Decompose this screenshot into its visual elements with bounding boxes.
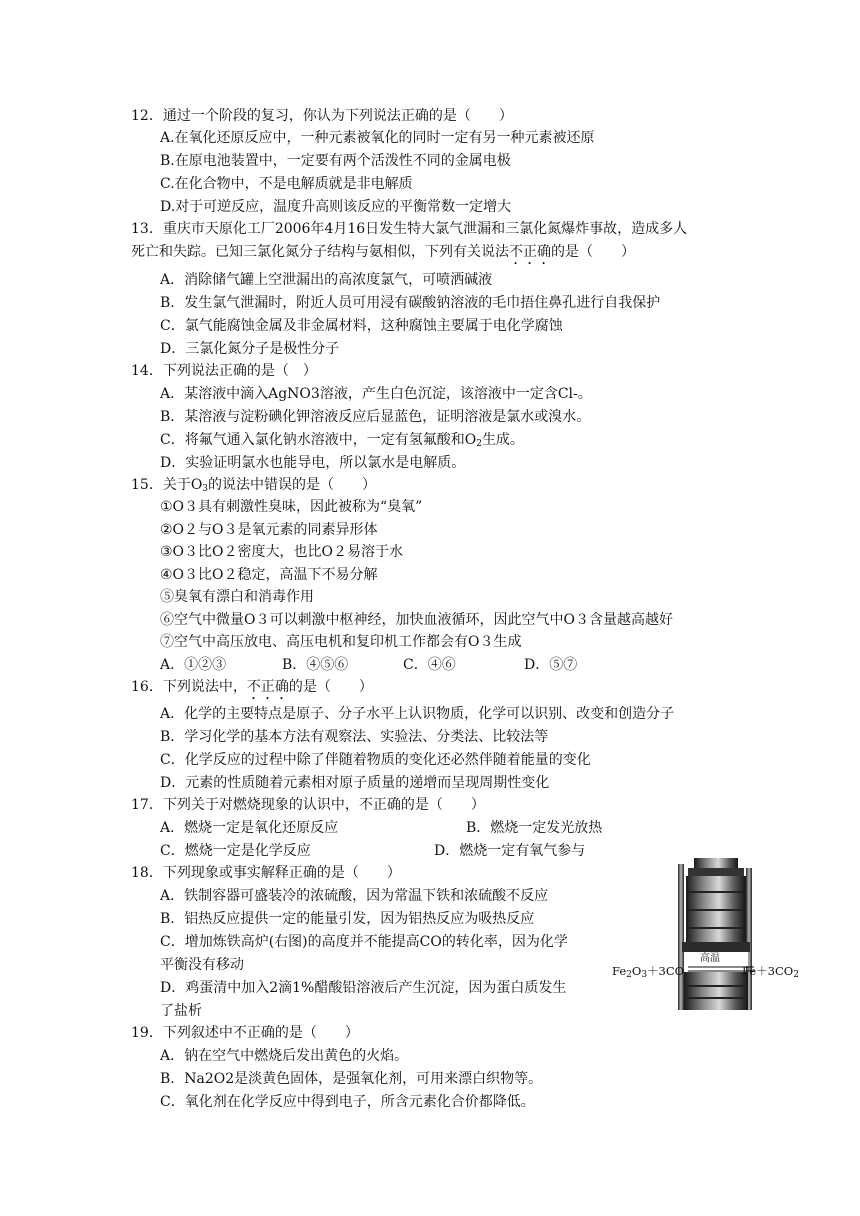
q15-item-1: ①O３具有刺激性臭味，因此被称为“臭氧” bbox=[160, 499, 423, 515]
q13-stem-line1: 13．重庆市天原化工厂2006年4月16日发生特大氯气泄漏和三氯化氮爆炸事故，造成多人 bbox=[131, 221, 688, 237]
q14-option-b: B．某溶液与淀粉碘化钾溶液反应后显蓝色，证明溶液是氯水或溴水。 bbox=[160, 409, 591, 425]
q12-option-d: D.对于可逆反应，温度升高则该反应的平衡常数一定增大 bbox=[160, 199, 512, 215]
q15-stem-b: 的说法中错误的是（ ） bbox=[208, 477, 377, 493]
eq-fe: Fe bbox=[612, 964, 627, 978]
q15-item-2: ②O２与O３是氧元素的同素异形体 bbox=[160, 522, 378, 538]
q15-item-6: ⑥空气中微量O３可以刺激中枢神经，加快血液循环，因此空气中O３含量越高越好 bbox=[160, 612, 673, 628]
q15-stem bbox=[131, 475, 376, 499]
q14-option-c bbox=[160, 430, 524, 454]
q15-item-7: ⑦空气中高压放电、高压电机和复印机工作都会有O３生成 bbox=[160, 634, 522, 650]
q18-option-c: C．增加炼铁高炉(右图)的高度并不能提高CO的转化率，因为化学 bbox=[160, 934, 568, 950]
q12-option-c: C.在化合物中，不是电解质就是非电解质 bbox=[160, 176, 413, 192]
eq-o: O bbox=[631, 964, 642, 978]
q13-option-b: B．发生氯气泄漏时，附近人员可用浸有碳酸钠溶液的毛巾捂住鼻孔进行自我保护 bbox=[160, 295, 661, 311]
q16-option-b: B．学习化学的基本方法有观察法、实验法、分类法、比较法等 bbox=[160, 729, 549, 745]
q18-option-b: B．铝热反应提供一定的能量引发，因为铝热反应为吸热反应 bbox=[160, 911, 535, 927]
q14-option-c-subscript: 2 bbox=[476, 439, 482, 449]
reaction-condition: 高温 bbox=[700, 953, 720, 964]
q18-option-d-cont: 了盐析 bbox=[160, 1003, 202, 1019]
q19-option-b: B．Na2O2是淡黄色固体，是强氧化剂，可用来漂白织物等。 bbox=[160, 1071, 543, 1087]
eq-co2-sub: 2 bbox=[793, 970, 799, 980]
q14-option-d: D．实验证明氯水也能导电，所以氯水是电解质。 bbox=[160, 455, 466, 471]
q15-choice-b: B．④⑤⑥ bbox=[282, 657, 349, 673]
q14-stem: 14．下列说法正确的是（ ） bbox=[131, 363, 317, 379]
q16-stem-b: 的是（ ） bbox=[288, 679, 373, 695]
q13-stem-text-b: 的是（ ） bbox=[551, 244, 635, 260]
reaction-equation bbox=[612, 964, 684, 982]
eq-products: Fe＋3CO bbox=[742, 964, 794, 978]
q15-choice-a: A．①②③ bbox=[160, 657, 227, 673]
q15-item-5: ⑤臭氧有漂白和消毒作用 bbox=[160, 589, 314, 605]
q15-stem-a: 15．关于O bbox=[131, 477, 203, 493]
q14-option-c-tail: 生成。 bbox=[481, 432, 524, 448]
q15-choice-d: D．⑤⑦ bbox=[524, 657, 578, 673]
q15-item-4: ④O３比O２稳定，高温下不易分解 bbox=[160, 567, 378, 583]
q16-stem bbox=[131, 677, 373, 703]
q16-option-c: C．化学反应的过程中除了伴随着物质的变化还必然伴随着能量的变化 bbox=[160, 752, 591, 768]
q18-stem: 18．下列现象或事实解释正确的是（ ） bbox=[131, 865, 401, 881]
eq-sub-2: 2 bbox=[626, 970, 632, 980]
q12-stem: 12．通过一个阶段的复习，你认为下列说法正确的是（ ） bbox=[131, 108, 513, 124]
q18-option-c-cont: 平衡没有移动 bbox=[160, 957, 244, 973]
q14-option-a: A．某溶液中滴入AgNO3溶液，产生白色沉淀，该溶液中一定含Cl-。 bbox=[160, 386, 592, 402]
q15-stem-subscript: 3 bbox=[202, 484, 209, 494]
q16-option-d: D．元素的性质随着元素相对原子质量的递增而呈现周期性变化 bbox=[160, 775, 550, 791]
q12-option-b: B.在原电池装置中，一定要有两个活泼性不同的金属电极 bbox=[160, 153, 511, 169]
q17-stem: 17．下列关于对燃烧现象的认识中，不正确的是（ ） bbox=[131, 797, 485, 813]
q13-option-a: A．消除储气罐上空泄漏出的高浓度氯气，可喷洒碱液 bbox=[160, 272, 493, 288]
q13-stem-line2 bbox=[131, 242, 635, 268]
q16-emphasis: 不正确 bbox=[246, 679, 289, 695]
q12-option-a: A.在氧化还原反应中，一种元素被氧化的同时一定有另一种元素被还原 bbox=[160, 130, 595, 146]
q14-option-c-text: C．将氟气通入氯化钠水溶液中，一定有氢氟酸和O bbox=[160, 432, 477, 448]
q16-stem-a: 16．下列说法中， bbox=[131, 679, 247, 695]
q17-option-c: C．燃烧一定是化学反应 bbox=[160, 843, 311, 859]
q18-option-a: A．铁制容器可盛装冷的浓硫酸，因为常温下铁和浓硫酸不反应 bbox=[160, 888, 549, 904]
q13-emphasis: 不正确 bbox=[509, 244, 551, 260]
q13-stem-text-a: 死亡和失踪。已知三氯化氮分子结构与氨相似，下列有关说法 bbox=[131, 244, 509, 260]
q19-option-c: C．氧化剂在化学反应中得到电子，所含元素化合价都降低。 bbox=[160, 1094, 535, 1110]
q17-option-b: B．燃烧一定发光放热 bbox=[466, 820, 603, 836]
q15-choice-c: C．④⑥ bbox=[403, 657, 456, 673]
q16-option-a: A．化学的主要特点是原子、分子水平上认识物质，化学可以识别、改变和创造分子 bbox=[160, 706, 675, 722]
eq-plus-co: ＋3CO bbox=[647, 964, 685, 978]
eq-sub-3: 3 bbox=[641, 970, 648, 980]
reaction-products bbox=[742, 964, 799, 982]
q18-option-d: D．鸡蛋清中加入2滴1%醋酸铅溶液后产生沉淀，因为蛋白质发生 bbox=[160, 980, 567, 996]
q17-option-d: D．燃烧一定有氧气参与 bbox=[434, 843, 586, 859]
q17-option-a: A．燃烧一定是氧化还原反应 bbox=[160, 820, 339, 836]
q13-option-c: C．氯气能腐蚀金属及非金属材料，这种腐蚀主要属于电化学腐蚀 bbox=[160, 318, 563, 334]
q15-item-3: ③O３比O２密度大，也比O２易溶于水 bbox=[160, 544, 403, 560]
q13-option-d: D．三氯化氮分子是极性分子 bbox=[160, 341, 340, 357]
q19-stem: 19．下列叙述中不正确的是（ ） bbox=[131, 1025, 359, 1041]
blast-furnace-figure bbox=[608, 858, 798, 1010]
q19-option-a: A．钠在空气中燃烧后发出黄色的火焰。 bbox=[160, 1048, 409, 1064]
